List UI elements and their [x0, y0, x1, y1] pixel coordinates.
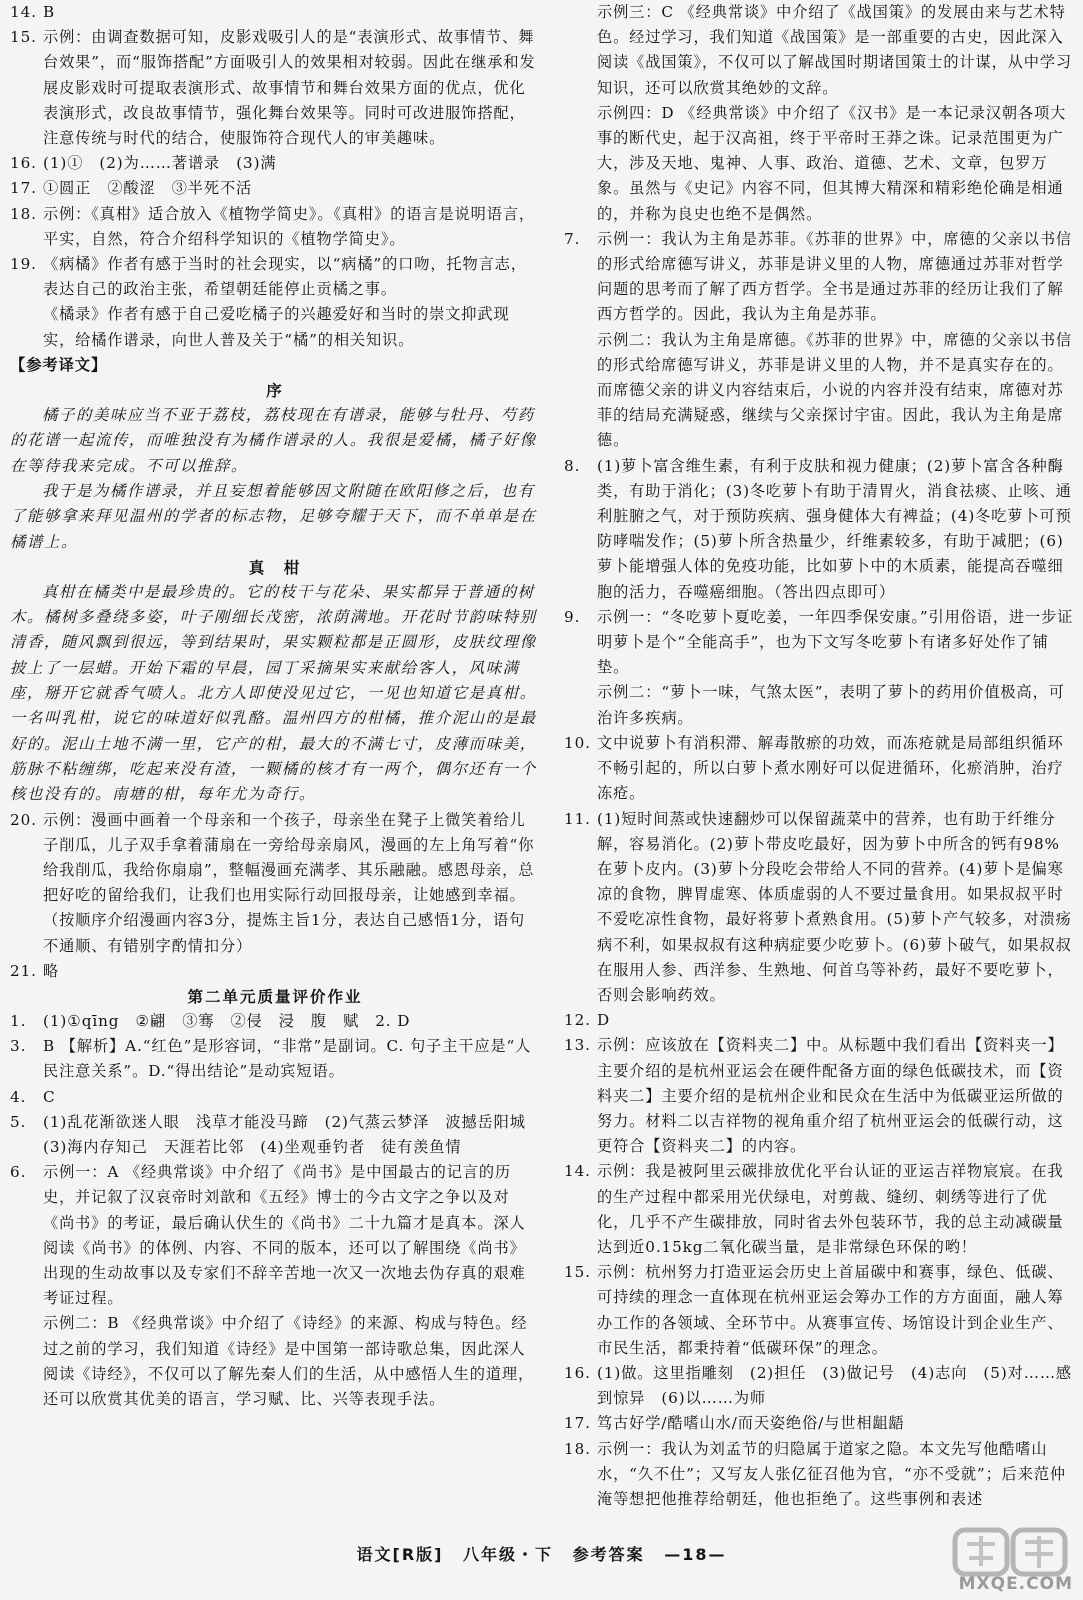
- unit2-title: 第二单元质量评价作业: [187, 986, 363, 1006]
- unit2-answer-7-example-2: 示例二：我认为主角是席德。《苏菲的世界》中，席德的父亲以书信的形式给席德写讲义，苏菲是讲义里的人物，并不是真实存在的。而席德父亲的讲义内容结束后，小说的内容并没有结束，席德对苏菲的结局充满疑惑，继续与父亲探讨宇宙。因此，我认为主角是席德。: [597, 330, 1073, 450]
- answer-text: 示例一：“冬吃萝卜夏吃姜，一年四季保安康。”引用俗语，进一步证明萝卜是个“全能高手”，也为下文写冬吃萝卜有诸多好处作了铺垫。: [597, 607, 1074, 677]
- answer-text: 文中说萝卜有消积滞、解毒散瘀的功效，而冻疮就是局部组织循环不畅引起的，所以白萝卜煮水刚好可以促进循环，化瘀消肿，治疗冻疮。: [597, 733, 1064, 803]
- answer-text: 示例：杭州努力打造亚运会历史上首届碳中和赛事，绿色、低碳、可持续的理念一直体现在杭州亚运会筹办工作的方方面面，融人筹办工作的各领域、全环节中。从赛事宣传、场馆设计到企业生产、市民生活，都秉持着“低碳环保”的理念。: [597, 1263, 1064, 1357]
- answer-19: [10, 252, 540, 302]
- answer-15: [10, 25, 540, 151]
- answer-text: (1)① (2)为……著谱录 (3)满: [43, 154, 277, 173]
- answer-number: 15.: [10, 28, 37, 47]
- answer-number: 5.: [10, 1112, 27, 1131]
- answer-18: [10, 202, 540, 252]
- unit2-answer-15: [564, 1260, 1074, 1361]
- answer-text: 示例：《真柑》适合放入《植物学简史》。《真柑》的语言是说明语言，平实，自然，符合介绍科学知识的《植物学简史》。: [43, 204, 535, 248]
- answer-19-continued: 《橘录》作者有感于自己爱吃橘子的兴趣爱好和当时的崇文抑武现实，给橘作谱录，向世人普及关于“橘”的相关知识。: [43, 305, 510, 349]
- answer-number: 12.: [564, 1011, 591, 1030]
- unit2-answer-9-example-2: 示例二：“萝卜一味，气煞太医”，表明了萝卜的药用价值极高，可治许多疾病。: [597, 683, 1065, 727]
- unit2-answer-13: [564, 1033, 1074, 1159]
- answer-number: 14.: [10, 3, 37, 21]
- footer-grade: 八年级・下: [463, 1545, 554, 1564]
- answer-number: 11.: [564, 809, 591, 828]
- answer-text: B 【解析】A.“红色”是形容词，“非常”是副词。C. 句子主干应是“人民注意关系”。D.“得出结论”是动宾短语。: [43, 1037, 532, 1081]
- answer-text: 《病橘》作者有感于当时的社会现实，以“病橘”的口吻，托物言志，表达自己的政治主张，希望朝廷能停止贡橘之事。: [43, 255, 527, 299]
- unit2-answer-16: [564, 1361, 1074, 1411]
- answer-text: 示例一：我认为主角是苏菲。《苏菲的世界》中，席德的父亲以书信的形式给席德写讲义，苏菲是讲义里的人物，席德通过苏菲对哲学问题的思考而了解了西方哲学。全书是通过苏菲的经历让我们了解西方哲学的。因此，我认为主角是苏菲。: [597, 229, 1073, 324]
- reference-translation-heading: 【参考译文】: [10, 355, 108, 374]
- footer-subject: 语文[R版]: [356, 1545, 444, 1564]
- answer-number: 18.: [564, 1439, 591, 1458]
- answer-number: 3.: [10, 1037, 27, 1056]
- answer-number: 6.: [10, 1163, 27, 1182]
- answer-text: ①圆正 ②酸涩 ③半死不活: [43, 179, 253, 198]
- answer-text: 示例一：A 《经典常谈》中介绍了《尚书》是中国最古的记言的历史，并记叙了汉哀帝时刘歆和《五经》博士的今古文字之争以及对《尚书》的考证，最后确认伏生的《尚书》二十九篇才是真本。深人阅读《尚书》的体例、内容、不同的版本，还可以了解围绕《尚书》出现的生动故事以及专家们不辞辛苦地一次又一次地去伪存真的艰难考证过程。: [43, 1163, 526, 1308]
- answer-text: (1)①qīng ②翩 ③骞 ②侵 浸 腹 赋 2. D: [43, 1011, 411, 1030]
- unit2-answer-7: [564, 227, 1074, 328]
- answer-21: [10, 959, 540, 984]
- watermark-text: MXQE.COM: [958, 1574, 1073, 1594]
- answer-number: 1.: [10, 1011, 27, 1030]
- preface-paragraph-2: 我于是为橘作谱录，并且妄想着能够因文附随在欧阳修之后，也有了能够拿来拜见温州的学者的标志物，足够夸耀于天下，而不单单是在橘谱上。: [10, 481, 537, 551]
- answer-text: (1)萝卜富含维生素，有利于皮肤和视力健康；(2)萝卜富含各种酶类，有助于消化；(3)冬吃萝卜有助于清胃火，消食祛痰、止咳、通利脏腑之气，对于预防疾病、强身健体大有裨益；(4)冬吃萝卜可预防哮喘发作；(5)萝卜所含热量少，纤维素较多，有助于减肥；(6)萝卜能增强人体的免疫功能，比如萝卜中的木质素，能提高吞噬细胞的活力，吞噬癌细胞。（答出四点即可）: [597, 456, 1072, 601]
- right-column: [564, 0, 1074, 1512]
- answer-number: 10.: [564, 733, 591, 752]
- answer-number: 19.: [10, 255, 37, 274]
- answer-number: 7.: [564, 229, 581, 248]
- unit2-answer-6-example-2: 示例二：B 《经典常谈》中介绍了《诗经》的来源、构成与特色。经过之前的学习，我们知道《诗经》是中国第一部诗歌总集，因此深人阅读《诗经》，不仅可以了解先秦人们的生活，从中感悟人生的道理，还可以欣赏其优美的语言，学习赋、比、兴等表现手法。: [43, 1314, 535, 1408]
- unit2-answer-9: [564, 605, 1074, 681]
- unit2-answer-18: [564, 1437, 1074, 1513]
- answer-number: 17.: [564, 1414, 591, 1433]
- answer-number: 18.: [10, 204, 37, 223]
- answer-text: 示例：我是被阿里云碳排放优化平台认证的亚运吉祥物宸宸。在我的生产过程中都采用光伏绿电，对剪裁、缝纫、刺绣等进行了优化，几乎不产生碳排放，同时省去外包装环节，我的总主动减碳量达到近0.15kg二氧化碳当量，是非常绿色环保的哟！: [597, 1162, 1064, 1256]
- answer-number: 16.: [10, 154, 37, 173]
- answer-number: 15.: [564, 1263, 591, 1282]
- answer-text: 略: [43, 961, 60, 980]
- answer-text: B: [43, 3, 56, 21]
- unit2-answer-14: [564, 1159, 1074, 1260]
- unit2-answer-4: [10, 1085, 540, 1110]
- answer-17: [10, 176, 540, 201]
- answer-text: (1)短时间蒸或快速翻炒可以保留蔬菜中的营养，也有助于纤维分解，容易消化。(2)萝卜带皮吃最好，因为萝卜中所含的钙有98%在萝卜皮内。(3)萝卜分段吃会带给人不同的营养。(4)萝卜是偏寒凉的食物，脾胃虚寒、体质虚弱的人不要过量食用。如果叔叔平时不爱吃凉性食物，最好将萝卜煮熟食用。(5)萝卜产气较多，对溃疡病不利，如果叔叔有这种病症要少吃萝卜。(6)萝卜破气，如果叔叔在服用人参、西洋参、生熟地、何首乌等补药，最好不要吃萝卜，否则会影响药效。: [597, 809, 1072, 1004]
- answer-number: 14.: [564, 1162, 591, 1181]
- unit2-answer-17: [564, 1411, 1074, 1436]
- unit2-answer-1: [10, 1009, 540, 1034]
- unit2-answer-6: [10, 1160, 540, 1311]
- unit2-answer-6-example-3: 示例三：C 《经典常谈》中介绍了《战国策》的发展由来与艺术特色。经过学习，我们知道《战国策》是一部重要的古史，因此深入阅读《战国策》，不仅可以了解战国时期诸国策士的计谋，从中学习知识，还可以欣赏其绝妙的文辞。: [597, 3, 1073, 97]
- answer-14: [10, 0, 540, 25]
- unit2-answer-12: [564, 1008, 1074, 1033]
- left-column: [10, 0, 540, 1412]
- answer-number: 17.: [10, 179, 37, 198]
- answer-number: 16.: [564, 1363, 591, 1382]
- answer-text: 示例：由调查数据可知，皮影戏吸引人的是“表演形式、故事情节、舞台效果”，而“服饰搭配”方面吸引人的效果相对较弱。因此在继承和发展皮影戏时可提取表演形式、故事情节和舞台效果方面的优点，优化表演形式，改良故事情节，强化舞台效果等。同时可改进服饰搭配，注意传统与时代的结合，使服饰符合现代人的审美趣味。: [43, 28, 536, 148]
- unit2-answer-8: [564, 454, 1074, 605]
- answer-20: [10, 808, 540, 959]
- unit2-answer-6-example-4: 示例四：D 《经典常谈》中介绍了《汉书》是一本记录汉朝各项大事的断代史，起于汉高祖，终于平帝时王莽之诛。记录范围更为广大，涉及天地、鬼神、人事、政治、道德、艺术、文章，包罗万象。虽然与《史记》内容不同，但其博大精深和精彩绝伦确是相通的，并称为良史也绝不是偶然。: [597, 103, 1067, 223]
- footer-page-number: —18—: [664, 1545, 727, 1564]
- preface-paragraph-1: 橘子的美味应当不亚于荔枝，荔枝现在有谱录，能够与牡丹、芍药的花谱一起流传，而唯独没有为橘作谱录的人。我很是爱橘，橘子好像在等待我来完成。不可以推辞。: [10, 406, 537, 475]
- answer-text: 示例：应该放在【资料夹二】中。从标题中我们看出【资料夹一】主要介绍的是杭州亚运会在硬件配备方面的绿色低碳技术，而【资料夹二】主要介绍的是杭州企业和民众在生活中为低碳亚运所做的努力。材料二以吉祥物的视角重介绍了杭州亚运会的低碳行动，这更符合【资料夹二】的内容。: [597, 1036, 1064, 1156]
- zhengan-paragraph: 真柑在橘类中是最珍贵的。它的枝干与花朵、果实都异于普通的树木。橘树多叠绕多姿，叶子刚细长茂密，浓荫满地。开花时节韵味特别清香，随风飘到很远，等到结果时，果实颗粒都是正圆形，皮肤纹理像披上了一层蜡。开始下霜的早晨，园丁采摘果实来献给客人，风味满座，掰开它就香气喷人。北方人即使没见过它，一见也知道它是真柑。一名叫乳柑，说它的味道好似乳酪。温州四方的柑橘，推介泥山的是最好的。泥山土地不满一里，它产的柑，最大的不满七寸，皮薄而味美，筋脉不粘缠绑，吃起来没有渣，一颗橘的核才有一两个，偶尔还有一个核也没有的。南塘的柑，每年尤为奇行。: [10, 582, 537, 804]
- answer-text: 示例：漫画中画着一个母亲和一个孩子，母亲坐在凳子上微笑着给儿子削瓜，儿子双手拿着蒲扇在一旁给母亲扇风，漫画的左上角写着“你给我削瓜，我给你扇扇”，整幅漫画充满孝、其乐融融。感恩母亲，总把好吃的留给我们，让我们也用实际行动回报母亲，让她感到幸福。（按顺序介绍漫画内容3分，提炼主旨1分，表达自己感悟1分，语句不通顺、有错别字酌情扣分）: [43, 810, 535, 955]
- unit2-answer-5: [10, 1110, 540, 1160]
- answer-text: C: [43, 1087, 56, 1106]
- preface-title: 序: [266, 381, 284, 401]
- answer-number: 8.: [564, 456, 581, 475]
- answer-number: 21.: [10, 961, 37, 980]
- answer-text: 笃古好学/酷嗜山水/而天姿绝俗/与世相龃龉: [597, 1414, 905, 1433]
- answer-16: [10, 151, 540, 176]
- zhengan-title: 真 柑: [248, 557, 302, 577]
- page-footer: [0, 1542, 1083, 1565]
- answer-text: D: [597, 1011, 611, 1030]
- unit2-answer-3: [10, 1034, 540, 1084]
- unit2-answer-10: [564, 731, 1074, 807]
- answer-number: 13.: [564, 1036, 591, 1055]
- answer-text: 示例一：我认为刘孟节的归隐属于道家之隐。本文先写他酷嗜山水，“久不仕”；又写友人张亿征召他为官，“亦不受就”；后来范仲淹等想把他推荐给朝廷，他也拒绝了。这些事例和表述: [597, 1439, 1067, 1508]
- answer-text: (1)做。这里指雕刻 (2)担任 (3)做记号 (4)志向 (5)对……感到惊异 (6)以……为师: [597, 1363, 1072, 1408]
- footer-label: 参考答案: [572, 1545, 645, 1564]
- unit2-answer-11: [564, 807, 1074, 1009]
- answer-number: 20.: [10, 810, 37, 829]
- answer-number: 4.: [10, 1087, 27, 1106]
- answer-text: (1)乱花渐欲迷人眼 浅草才能没马蹄 (2)气蒸云梦泽 波撼岳阳城 (3)海内存知己 天涯若比邻 (4)坐观垂钓者 徒有羡鱼情: [43, 1112, 542, 1156]
- answer-number: 9.: [564, 607, 581, 626]
